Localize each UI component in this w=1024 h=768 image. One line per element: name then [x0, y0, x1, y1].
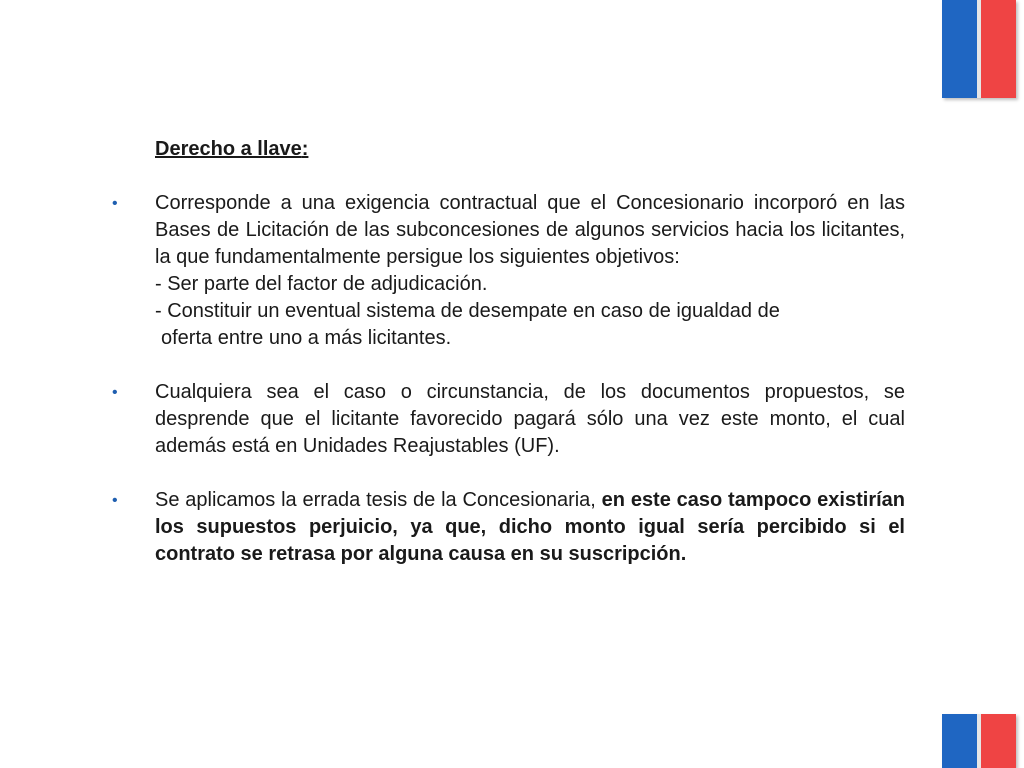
flag-blue-stripe — [942, 714, 977, 768]
chile-flag-decoration-bottom — [942, 714, 1016, 768]
slide-heading — [155, 136, 905, 163]
slide-content — [112, 136, 906, 595]
bullet-icon: • — [112, 384, 118, 401]
bullet-3-normal-text: Se aplicamos la errada tesis de la Concesionaria, — [155, 489, 602, 511]
heading-colon: : — [301, 138, 309, 160]
bullet-icon: • — [112, 195, 118, 212]
bullet-3-bold-text: en este caso tampoco existirían los supuestos perjuicio, ya que, dicho monto igual sería percibido si el contrato se retrasa por alguna causa en su suscripción. — [155, 489, 906, 565]
bullet-1-sub-line-1: - Ser parte del factor de adjudicación. — [155, 273, 488, 295]
bullet-item-2 — [112, 379, 905, 460]
bullet-item-3 — [112, 487, 906, 568]
bullet-item-1 — [112, 190, 905, 352]
bullet-1-sub-line-2: - Constituir un eventual sistema de desempate en caso de igualdad de — [155, 300, 780, 322]
bullet-2-paragraph: Cualquiera sea el caso o circunstancia, de los documentos propuestos, se desprende que el licitante favorecido pagará sólo una vez este monto, el cual además está en Unidades Reajustables (UF). — [155, 381, 905, 457]
flag-blue-stripe — [942, 0, 977, 98]
heading-text: Derecho a llave — [155, 138, 302, 160]
flag-red-stripe — [981, 0, 1016, 98]
bullet-3-paragraph — [155, 487, 905, 568]
chile-flag-decoration-top — [942, 0, 1016, 98]
flag-red-stripe — [981, 714, 1016, 768]
bullet-icon: • — [112, 492, 118, 509]
bullet-1-sub-line-3: oferta entre uno a más licitantes. — [161, 327, 452, 349]
bullet-1-paragraph: Corresponde a una exigencia contractual que el Concesionario incorporó en las Bases de Licitación de las subconcesiones de algunos servicios hacia los licitantes, la que fundamentalmente persigue los siguientes objetivos: — [155, 192, 905, 268]
